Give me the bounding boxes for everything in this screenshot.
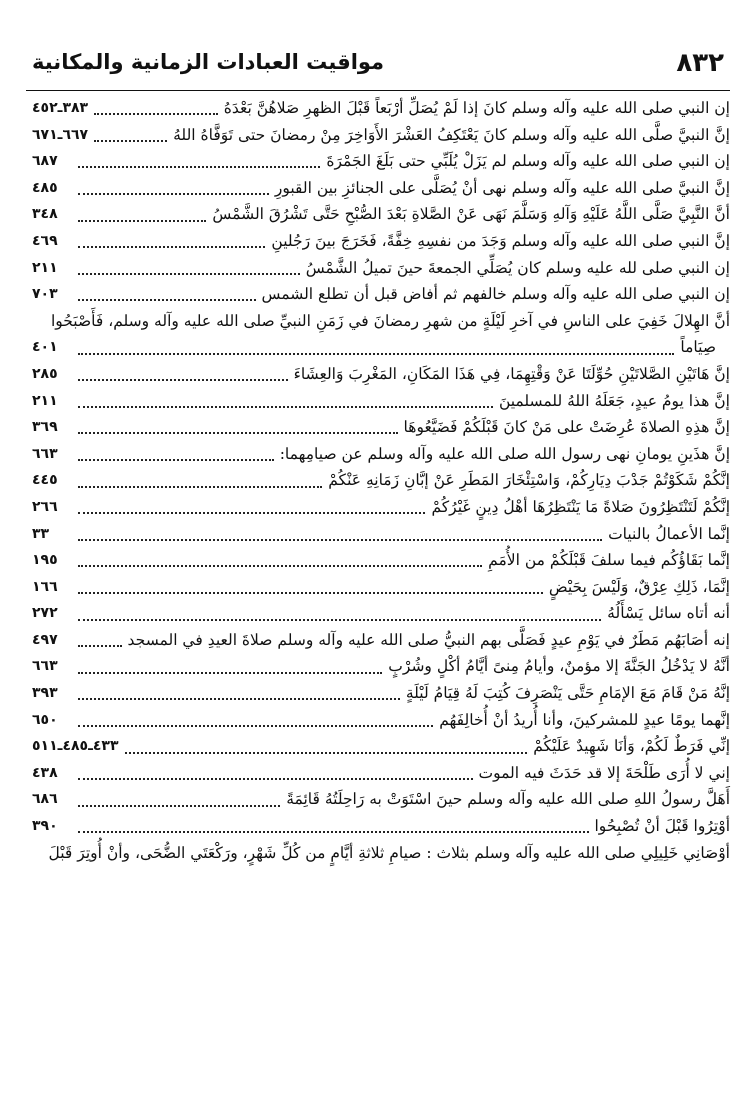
index-entry [32,201,730,228]
entry-pages: ٦٦٣ [32,658,58,675]
entry-text: إنه أصَابَهُم مَطَرٌ في يَوْمِ عيدٍ فَصَلَّى بهم النبيُّ صلى الله عليه وآله وسلم صلاةَ العيدِ في المسجد [127,630,730,649]
dot-leader [78,193,269,195]
dot-leader [125,752,528,754]
dot-leader [78,379,288,381]
entry-pages: ٣٤٨ [32,206,58,223]
index-entry [32,627,730,654]
entry-pages: ٢١١ [32,259,58,276]
entry-pages: ٤٣٨ [32,764,58,781]
dot-leader [78,725,433,727]
entry-pages: ٢٦٦ [32,498,58,515]
dot-leader [78,645,122,647]
entry-pages: ١٩٥ [32,552,58,569]
dot-leader [78,166,320,168]
index-entry [32,228,730,255]
entry-text: أوْصَانِي خَلِيلِي صلى الله عليه وآله وسلم بثلاث : صيامِ ثلاثةِ أيَّامٍ من كُلِّ شَهْرٍ، ورَكْعَتَي الضُّحَى، وأنْ أُوتِرَ قَبْلَ [48,843,730,862]
index-entry [32,547,730,574]
entry-text: إنَّ النبيَّ صلَّى الله عليه وآله وسلم كانَ يَعْتَكِفُ العَشْرَ الأَوَاخِرَ مِنْ رمضانَ حتى تَوَفَّاهُ اللهُ [173,125,730,144]
index-entry [32,760,730,787]
entry-pages: ٦٨٧ [32,153,58,170]
index-entries [32,95,730,866]
index-entry [32,733,730,760]
page-number: ٨٣٢ [676,48,724,78]
entry-pages: ٤٨٥ [32,179,58,196]
entry-pages: ٤٣٣ـ٤٨٥ـ٥١١ [32,738,119,755]
dot-leader [78,432,398,434]
entry-pages: ٤٩٧ [32,631,58,648]
entry-pages: ٧٠٣ [32,286,58,303]
entry-text: أنه أتاه سائل يَسْأَلُهُ [607,604,730,623]
entry-pages: ٦٦٣ [32,445,58,462]
entry-text: إنَّ النبي صلى الله عليه وآله وسلم وَجَدَ من نفسِهِ خِفَّةً، فَخَرَجَ بينَ رَجُلينِ [271,231,730,250]
entry-pages: ٣٣ [32,525,50,542]
entry-text: أوْتِرُوا قَبْلَ أنْ تُصْبِحُوا [594,817,730,836]
entry-text: أنَّهُ لا يَدْخُلُ الجَنَّةَ إلا مؤمنٌ، وأيامُ مِنىً أيَّامُ أكْلٍ وشُرْبٍ [388,657,730,676]
dot-leader [78,778,473,780]
dot-leader [78,220,206,222]
entry-text: صِيَاماً [680,338,716,357]
entry-text: إنِّي فَرَطٌ لَكُمْ، وَأنَا شَهِيدٌ عَلَيْكُمْ [533,737,730,756]
entry-pages: ٦٥٠ [32,711,58,728]
entry-text: إن النبي صلى الله عليه وآله وسلم لم يَزَلْ يُلَبِّي حتى بَلَغَ الجَمْرَةَ [326,152,730,171]
index-entry [32,813,730,840]
entry-text: إنَّ هذَينِ يومانِ نهى رسول الله صلى الله عليه وآله وسلم عن صيامِهما: [279,444,730,463]
dot-leader [78,672,382,674]
dot-leader [78,805,280,807]
index-entry [32,281,730,308]
entry-pages: ٦٦٧ـ٦٧١ [32,126,89,143]
index-entry-continuation [32,334,730,361]
entry-pages: ٣٩٣ [32,685,58,702]
entry-pages: ٣٨٣ـ٤٥٢ [32,100,89,116]
entry-pages: ٤٦٩ [32,232,58,249]
entry-text: إنَّما الأعمالُ بالنيات [608,524,730,543]
entry-text: إنَّ النبيَّ صلى الله عليه وآله وسلم نهى أنْ يُصَلَّى على الجنائزِ بين القبورِ [274,178,730,197]
entry-text: إنَّ هذِهِ الصلاةَ عُرِضَتْ على مَنْ كانَ قَبْلَكُمْ فَضَيَّعُوهَا [403,418,730,437]
dot-leader [78,486,322,488]
dot-leader [78,831,589,833]
index-entry [32,680,730,707]
dot-leader [78,353,674,355]
dot-leader [78,459,274,461]
dot-leader [78,565,482,567]
index-entry [32,95,730,122]
entry-text: إني لا أُرَى طَلْحَةَ إلا قد حَدَثَ فيه الموت [478,763,730,782]
index-entry [32,441,730,468]
index-entry [32,361,730,388]
entry-text: إنَّكُمْ لَتَنْتَظِرُونَ صَلاةً مَا يَنْتَظِرُهَا أهْلُ دِينٍ غَيْرُكُمْ [431,497,730,516]
entry-pages: ٦٨٦ [32,791,58,808]
dot-leader [78,299,256,301]
index-entry [32,467,730,494]
entry-text: إن النبي صلى الله عليه وآله وسلم خالفهم ثم أفاض قبل أن تطلع الشمس [261,285,730,304]
dot-leader [94,140,167,142]
index-entry [32,122,730,149]
index-entry [32,707,730,734]
index-entry [32,840,730,867]
index-entry [32,308,730,335]
entry-pages: ٣٦٩ [32,419,58,436]
index-entry [32,388,730,415]
entry-text: إنَّما بَقَاؤُكُم فيما سلفَ قَبْلَكُمْ من الأُمَمِ [488,551,730,570]
dot-leader [78,246,265,248]
entry-text: أَهَلَّ رسولُ اللهِ صلى الله عليه وآله وسلم حينَ اسْتَوَتْ به رَاحِلَتُهُ قَائِمَةً [286,790,730,809]
index-entry [32,494,730,521]
entry-text: إنَّ هَاتَيْنِ الصَّلاتَيْنِ حُوِّلَتَا عَنْ وَقْتِهِمَا، فِي هَذَا المَكَانِ، المَغْرِبَ وَالعِشَاءَ [293,364,730,383]
dot-leader [78,698,400,700]
page-header [26,40,730,91]
entry-text: إنَّ هذا يومُ عيدٍ، جَعَلَهُ اللهُ للمسلمينَ [498,391,730,410]
entry-text: إنَّمَا، ذَلِكِ عِرْقٌ، وَلَيْسَ بِحَيْضٍ [548,577,730,596]
index-entry [32,786,730,813]
index-entry [32,653,730,680]
entry-text: إن النبي صلى الله عليه وآله وسلم كانَ إذا لَمْ يُصَلِّ أرْبَعاً قَبْلَ الظهرِ صَلاهُنَّ بَعْدَهُ [223,99,730,117]
entry-pages: ٢٨٥ [32,365,58,382]
entry-text: إنَّكُمْ شَكَوْتُمْ جَدْبَ دِيَارِكُمْ، وَاسْتِئْخَارَ المَطَرِ عَنْ إبَّانِ زَمَانِهِ عَنْكُمْ [328,471,730,490]
dot-leader [78,539,602,541]
index-entry [32,414,730,441]
dot-leader [94,113,218,115]
entry-pages: ٢٧٢ [32,605,58,622]
index-entry [32,175,730,202]
dot-leader [78,273,300,275]
entry-text: إنَّهما يومًا عيدٍ للمشركينَ، وأنا أُريدُ أنْ أُخالِفَهُم [439,710,730,729]
entry-text: إنَّهُ مَنْ قَامَ مَعَ الإمَامِ حَتَّى يَنْصَرِفَ كُتِبَ لَهُ قِيَامُ لَيْلَةٍ [405,684,730,703]
entry-pages: ١٦٦ [32,578,58,595]
entry-text: أنَّ الهِلالَ خَفِيَ على الناسِ في آخرِ لَيْلَةٍ من شهرِ رمضانَ في زَمَنِ النبيِّ صلى الله عليه وآله وسلم، فَأَصْبَحُوا [50,311,730,330]
entry-text: إن النبي صلى لله عليه وسلم كان يُصَلِّي الجمعةَ حينَ تميلُ الشَّمْسُ [305,258,730,277]
dot-leader [78,406,493,408]
entry-pages: ٢١١ [32,392,58,409]
entry-text: أنَّ النَّبِيَّ صَلَّى اللَّهُ عَلَيْهِ وَآلهِ وَسَلَّمَ نَهَى عَنْ الصَّلاةِ بَعْدَ الصُّبْحِ حَتَّى تَشْرُقَ الشَّمْسُ [212,205,730,224]
entry-pages: ٤٠١ [32,339,58,356]
dot-leader [78,512,425,514]
index-entry [32,574,730,601]
index-entry [32,255,730,282]
dot-leader [78,619,601,621]
entry-pages: ٣٩٠ [32,818,58,835]
index-entry [32,521,730,548]
running-title: مواقيت العبادات الزمانية والمكانية [32,50,385,74]
index-entry [32,600,730,627]
dot-leader [78,592,543,594]
index-entry [32,148,730,175]
entry-pages: ٤٤٥ [32,472,58,489]
